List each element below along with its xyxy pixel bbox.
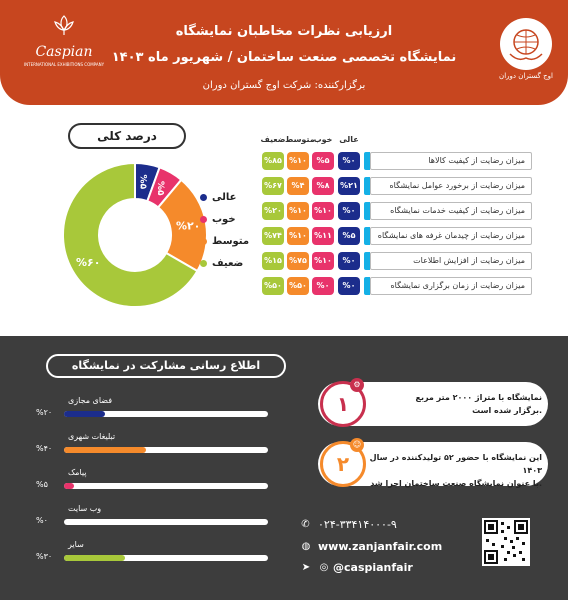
survey-value-cell: %۲۱ [338, 177, 360, 195]
survey-value-cell: %۸۵ [262, 152, 284, 170]
bar-label: تبلیغات شهری [68, 432, 116, 441]
survey-value-cell: %۱۰ [312, 202, 334, 220]
donut-slice-label: %۲۰ [175, 219, 201, 233]
survey-value-cell: %۲۰ [262, 202, 284, 220]
survey-value-cell: %۸ [312, 177, 334, 195]
fact-line: این نمایشگاه با حضور ۵۲ تولیدکننده در سال ۱۴۰۳ [369, 453, 542, 475]
fact-text [366, 451, 542, 490]
survey-value-cell: %۱۵ [262, 252, 284, 270]
page-title: ارزیابی نظرات مخاطبان نمایشگاه [175, 24, 393, 39]
instagram-icon: ◎ [319, 562, 329, 573]
bar-track [64, 411, 268, 417]
phone-number: ۰۲۴-۳۳۴۱۴۰۰۰-۹ [318, 518, 397, 531]
organizer-text: برگزارکننده: شرکت اوج گستران دوران [202, 80, 366, 91]
logo-left-name: Caspian [35, 44, 93, 60]
bar-percentage: %۳۰ [36, 552, 53, 561]
fact-number: ۲ [320, 441, 366, 487]
survey-value-cell: %۷۴ [262, 227, 284, 245]
contact-phone [300, 518, 397, 531]
logo-right-name: اوج گستران دوران [499, 72, 553, 80]
overall-title: درصد کلی [68, 123, 186, 149]
bar-track [64, 519, 268, 525]
telegram-icon: ➤ [301, 562, 311, 573]
survey-value-cell: %۱۱ [312, 227, 334, 245]
bar-percentage: %۲۰ [36, 408, 53, 417]
qr-code[interactable] [482, 518, 530, 566]
survey-row [0, 277, 568, 295]
survey-value-cell: %۱۰ [287, 202, 309, 220]
survey-question: میزان رضایت از کیفیت کالاها [370, 152, 532, 170]
column-header: عالی [339, 135, 359, 144]
bar-label: پیامک [68, 468, 87, 477]
bar-fill [64, 483, 74, 489]
contact-instagram[interactable] [300, 561, 413, 574]
survey-row [0, 202, 568, 220]
survey-value-cell: %۱۰ [287, 227, 309, 245]
globe-icon: ◍ [301, 541, 311, 552]
survey-value-cell: %۴ [287, 177, 309, 195]
survey-row [0, 252, 568, 270]
bar-track [64, 483, 268, 489]
page-subtitle: نمایشگاه تخصصی صنعت ساختمان / شهریور ماه ۱۴۰۳ [111, 50, 457, 65]
people-icon: ☺ [350, 438, 364, 452]
survey-value-cell: %۰ [338, 202, 360, 220]
fact-line: نمایشگاه با متراژ ۲۰۰۰ متر مربع [415, 393, 542, 402]
bar-track [64, 447, 268, 453]
survey-question: میزان رضایت از زمان برگزاری نمایشگاه [370, 277, 532, 295]
logo-left-sub: INTERNATIONAL EXHIBITIONS COMPANY [24, 62, 105, 67]
fact-line: با عنوان نمایشگاه صنعت ساختمان اجرا شد. [370, 479, 542, 488]
header-banner [0, 0, 568, 105]
contact-website[interactable] [300, 540, 442, 553]
column-header: خوب [313, 135, 333, 144]
survey-value-cell: %۵ [338, 227, 360, 245]
donut-slice-label: %۵ [155, 180, 165, 196]
gear-icon: ⚙ [350, 378, 364, 392]
ouj-logo [500, 18, 552, 70]
survey-value-cell: %۰ [338, 252, 360, 270]
bar-percentage: %۵ [36, 480, 48, 489]
survey-value-cell: %۰ [312, 277, 334, 295]
fact-line: برگزار شده است. [472, 406, 542, 415]
column-header: ضعیف [260, 135, 286, 144]
participation-title: اطلاع رسانی مشارکت در نمایشگاه [46, 354, 286, 378]
survey-value-cell: %۰ [338, 152, 360, 170]
website-text[interactable]: www.zanjanfair.com [318, 540, 443, 553]
bar-track [64, 555, 268, 561]
survey-row [0, 174, 568, 195]
bar-percentage: %۰ [36, 516, 48, 525]
legend-label: خوب [212, 214, 236, 225]
legend-label: عالی [212, 192, 237, 203]
bar-label: فضای مجازی [68, 396, 113, 405]
survey-value-cell: %۱۰ [287, 152, 309, 170]
bar-label: سایر [68, 540, 84, 549]
legend-label: ضعیف [212, 258, 244, 269]
fact-text [366, 391, 542, 417]
bar-fill [64, 411, 105, 417]
column-header: متوسط [285, 135, 315, 144]
survey-value-cell: %۱۰ [312, 252, 334, 270]
donut-slice-label: %۶۰ [76, 256, 101, 269]
bar-percentage: %۴۰ [36, 444, 53, 453]
legend-label: متوسط [212, 236, 250, 247]
survey-value-cell: %۵۰ [262, 277, 284, 295]
bar-label: وب سایت [68, 504, 102, 513]
bar-fill [64, 447, 146, 453]
survey-question: میزان رضایت از چیدمان غرفه های نمایشگاه [370, 227, 532, 245]
bar-fill [64, 555, 125, 561]
survey-value-cell: %۵۰ [287, 277, 309, 295]
fact-number: ۱ [320, 381, 366, 427]
survey-question: میزان رضایت از افزایش اطلاعات [370, 252, 532, 270]
survey-question: میزان رضایت از کیفیت خدمات نمایشگاه [370, 202, 532, 220]
phone-icon: ✆ [301, 519, 311, 530]
donut-slice-label: %۵ [137, 174, 148, 190]
instagram-handle[interactable]: @caspianfair [333, 561, 413, 574]
survey-value-cell: %۷۵ [287, 252, 309, 270]
survey-row [0, 152, 568, 170]
survey-question: میزان رضایت از برخورد عوامل نمایشگاه [370, 177, 532, 195]
globe-hands-icon [500, 18, 552, 70]
survey-value-cell: %۰ [338, 277, 360, 295]
survey-value-cell: %۶۷ [262, 177, 284, 195]
flower-icon [51, 14, 77, 36]
survey-row [0, 227, 568, 245]
survey-value-cell: %۵ [312, 152, 334, 170]
